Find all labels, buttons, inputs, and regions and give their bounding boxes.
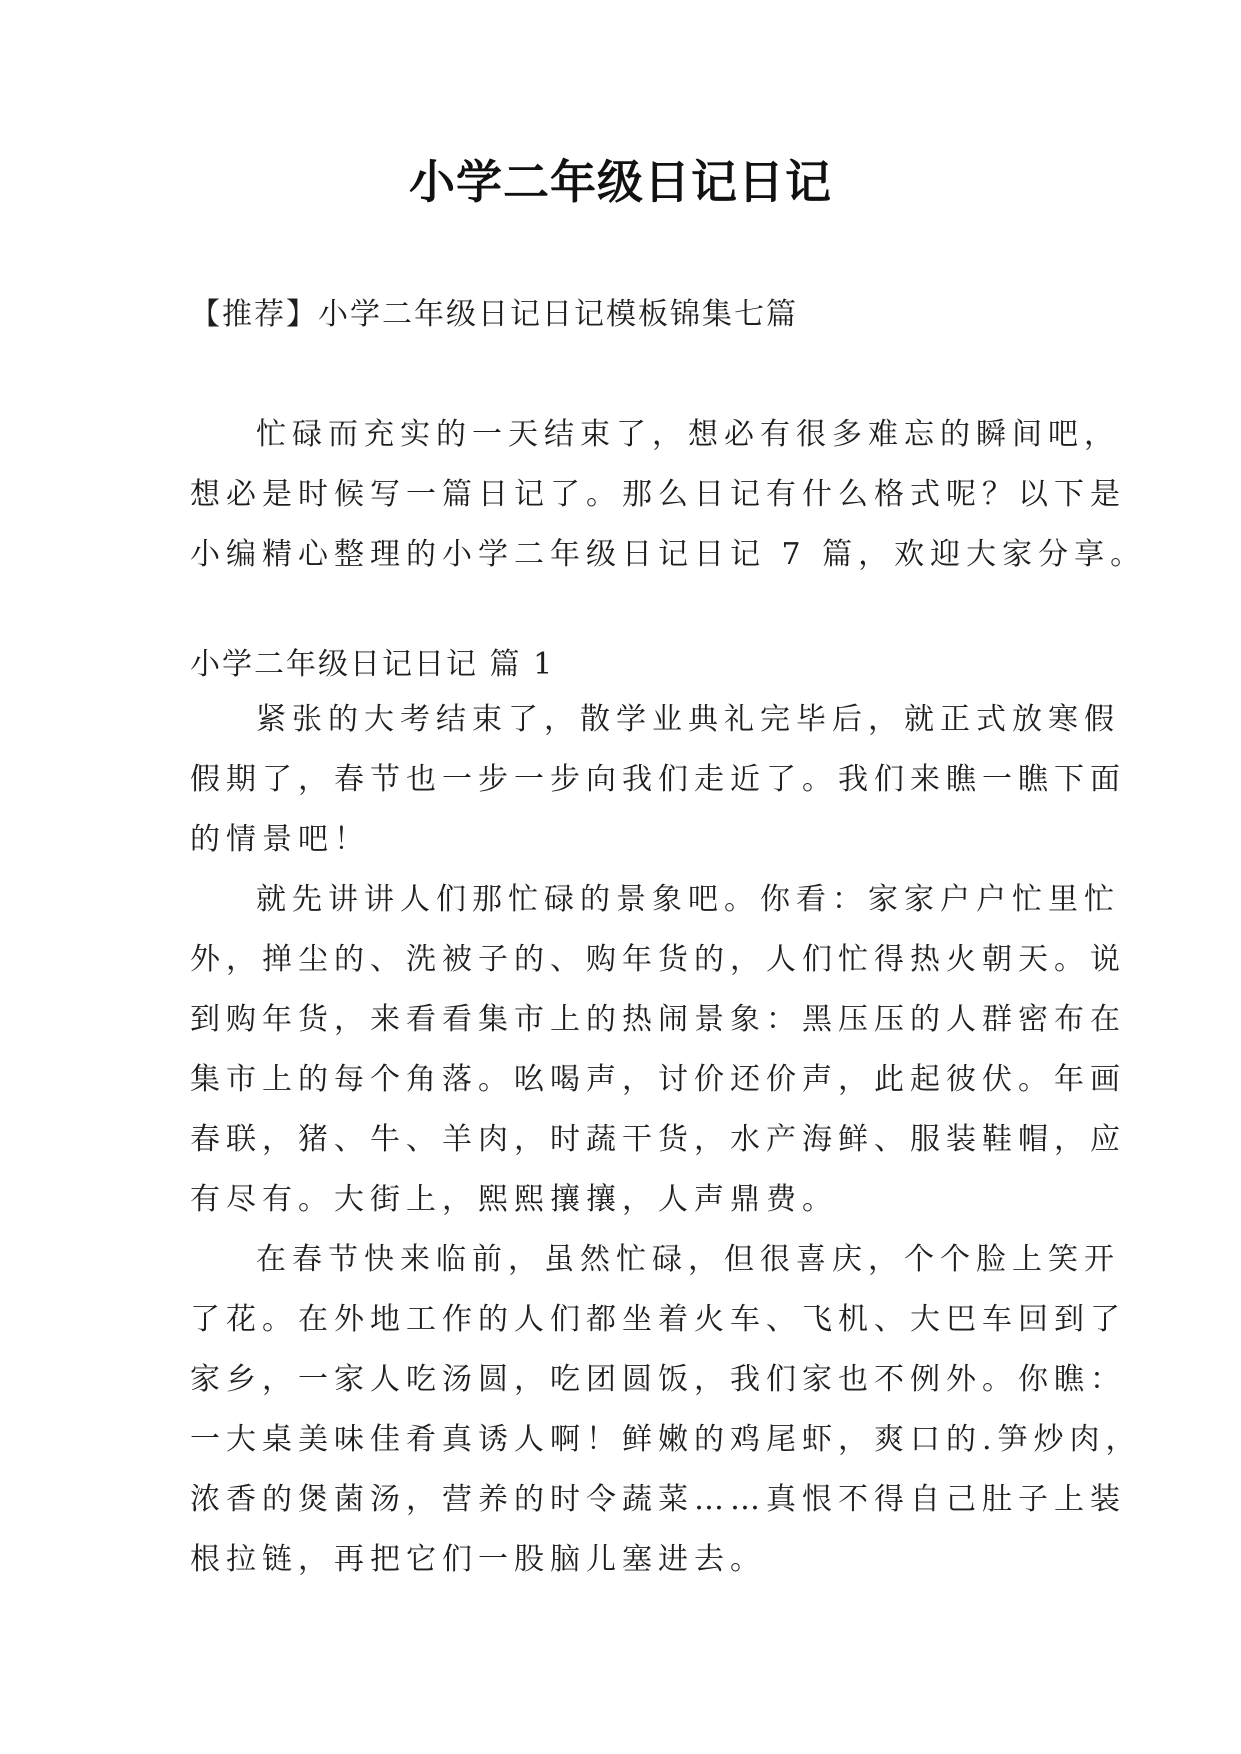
paragraph-line: 一大桌美味佳肴真诱人啊！鲜嫩的鸡尾虾，爽口的.笋炒肉， <box>190 1422 1142 1457</box>
document-title: 小学二年级日记日记 <box>409 155 832 209</box>
body-text <box>190 690 1142 1590</box>
paragraph-line: 浓香的煲菌汤，营养的时令蔬菜……真恨不得自己肚子上装 <box>190 1482 1126 1517</box>
paragraph-line: 家乡，一家人吃汤圆，吃团圆饭，我们家也不例外。你瞧： <box>190 1362 1126 1397</box>
paragraph-line: 紧张的大考结束了，散学业典礼完毕后，就正式放寒假 <box>256 702 1120 737</box>
paragraph-line: 有尽有。大街上，熙熙攘攘，人声鼎费。 <box>190 1182 838 1217</box>
paragraph-line: 假期了，春节也一步一步向我们走近了。我们来瞧一瞧下面 <box>190 762 1126 797</box>
intro-paragraph <box>190 405 1147 585</box>
intro-line: 小编精心整理的小学二年级日记日记 7 篇，欢迎大家分享。 <box>190 537 1147 572</box>
intro-line: 忙碌而充实的一天结束了，想必有很多难忘的瞬间吧， <box>256 417 1120 452</box>
document-subtitle: 【推荐】小学二年级日记日记模板锦集七篇 <box>190 297 798 332</box>
paragraph-line: 集市上的每个角落。吆喝声，讨价还价声，此起彼伏。年画 <box>190 1062 1126 1097</box>
paragraph-line: 在春节快来临前，虽然忙碌，但很喜庆，个个脸上笑开 <box>256 1242 1120 1277</box>
paragraph-line: 了花。在外地工作的人们都坐着火车、飞机、大巴车回到了 <box>190 1302 1126 1337</box>
paragraph-line: 到购年货，来看看集市上的热闹景象：黑压压的人群密布在 <box>190 1002 1126 1037</box>
intro-line: 想必是时候写一篇日记了。那么日记有什么格式呢？以下是 <box>190 477 1126 512</box>
paragraph-line: 外，掸尘的、洗被子的、购年货的，人们忙得热火朝天。说 <box>190 942 1126 977</box>
paragraph-line: 春联，猪、牛、羊肉，时蔬干货，水产海鲜、服装鞋帽，应 <box>190 1122 1126 1157</box>
paragraph-line: 的情景吧！ <box>190 822 370 857</box>
paragraph-line: 根拉链，再把它们一股脑儿塞进去。 <box>190 1542 766 1577</box>
paragraph-line: 就先讲讲人们那忙碌的景象吧。你看：家家户户忙里忙 <box>256 882 1120 917</box>
section-heading: 小学二年级日记日记 篇 1 <box>190 647 555 682</box>
